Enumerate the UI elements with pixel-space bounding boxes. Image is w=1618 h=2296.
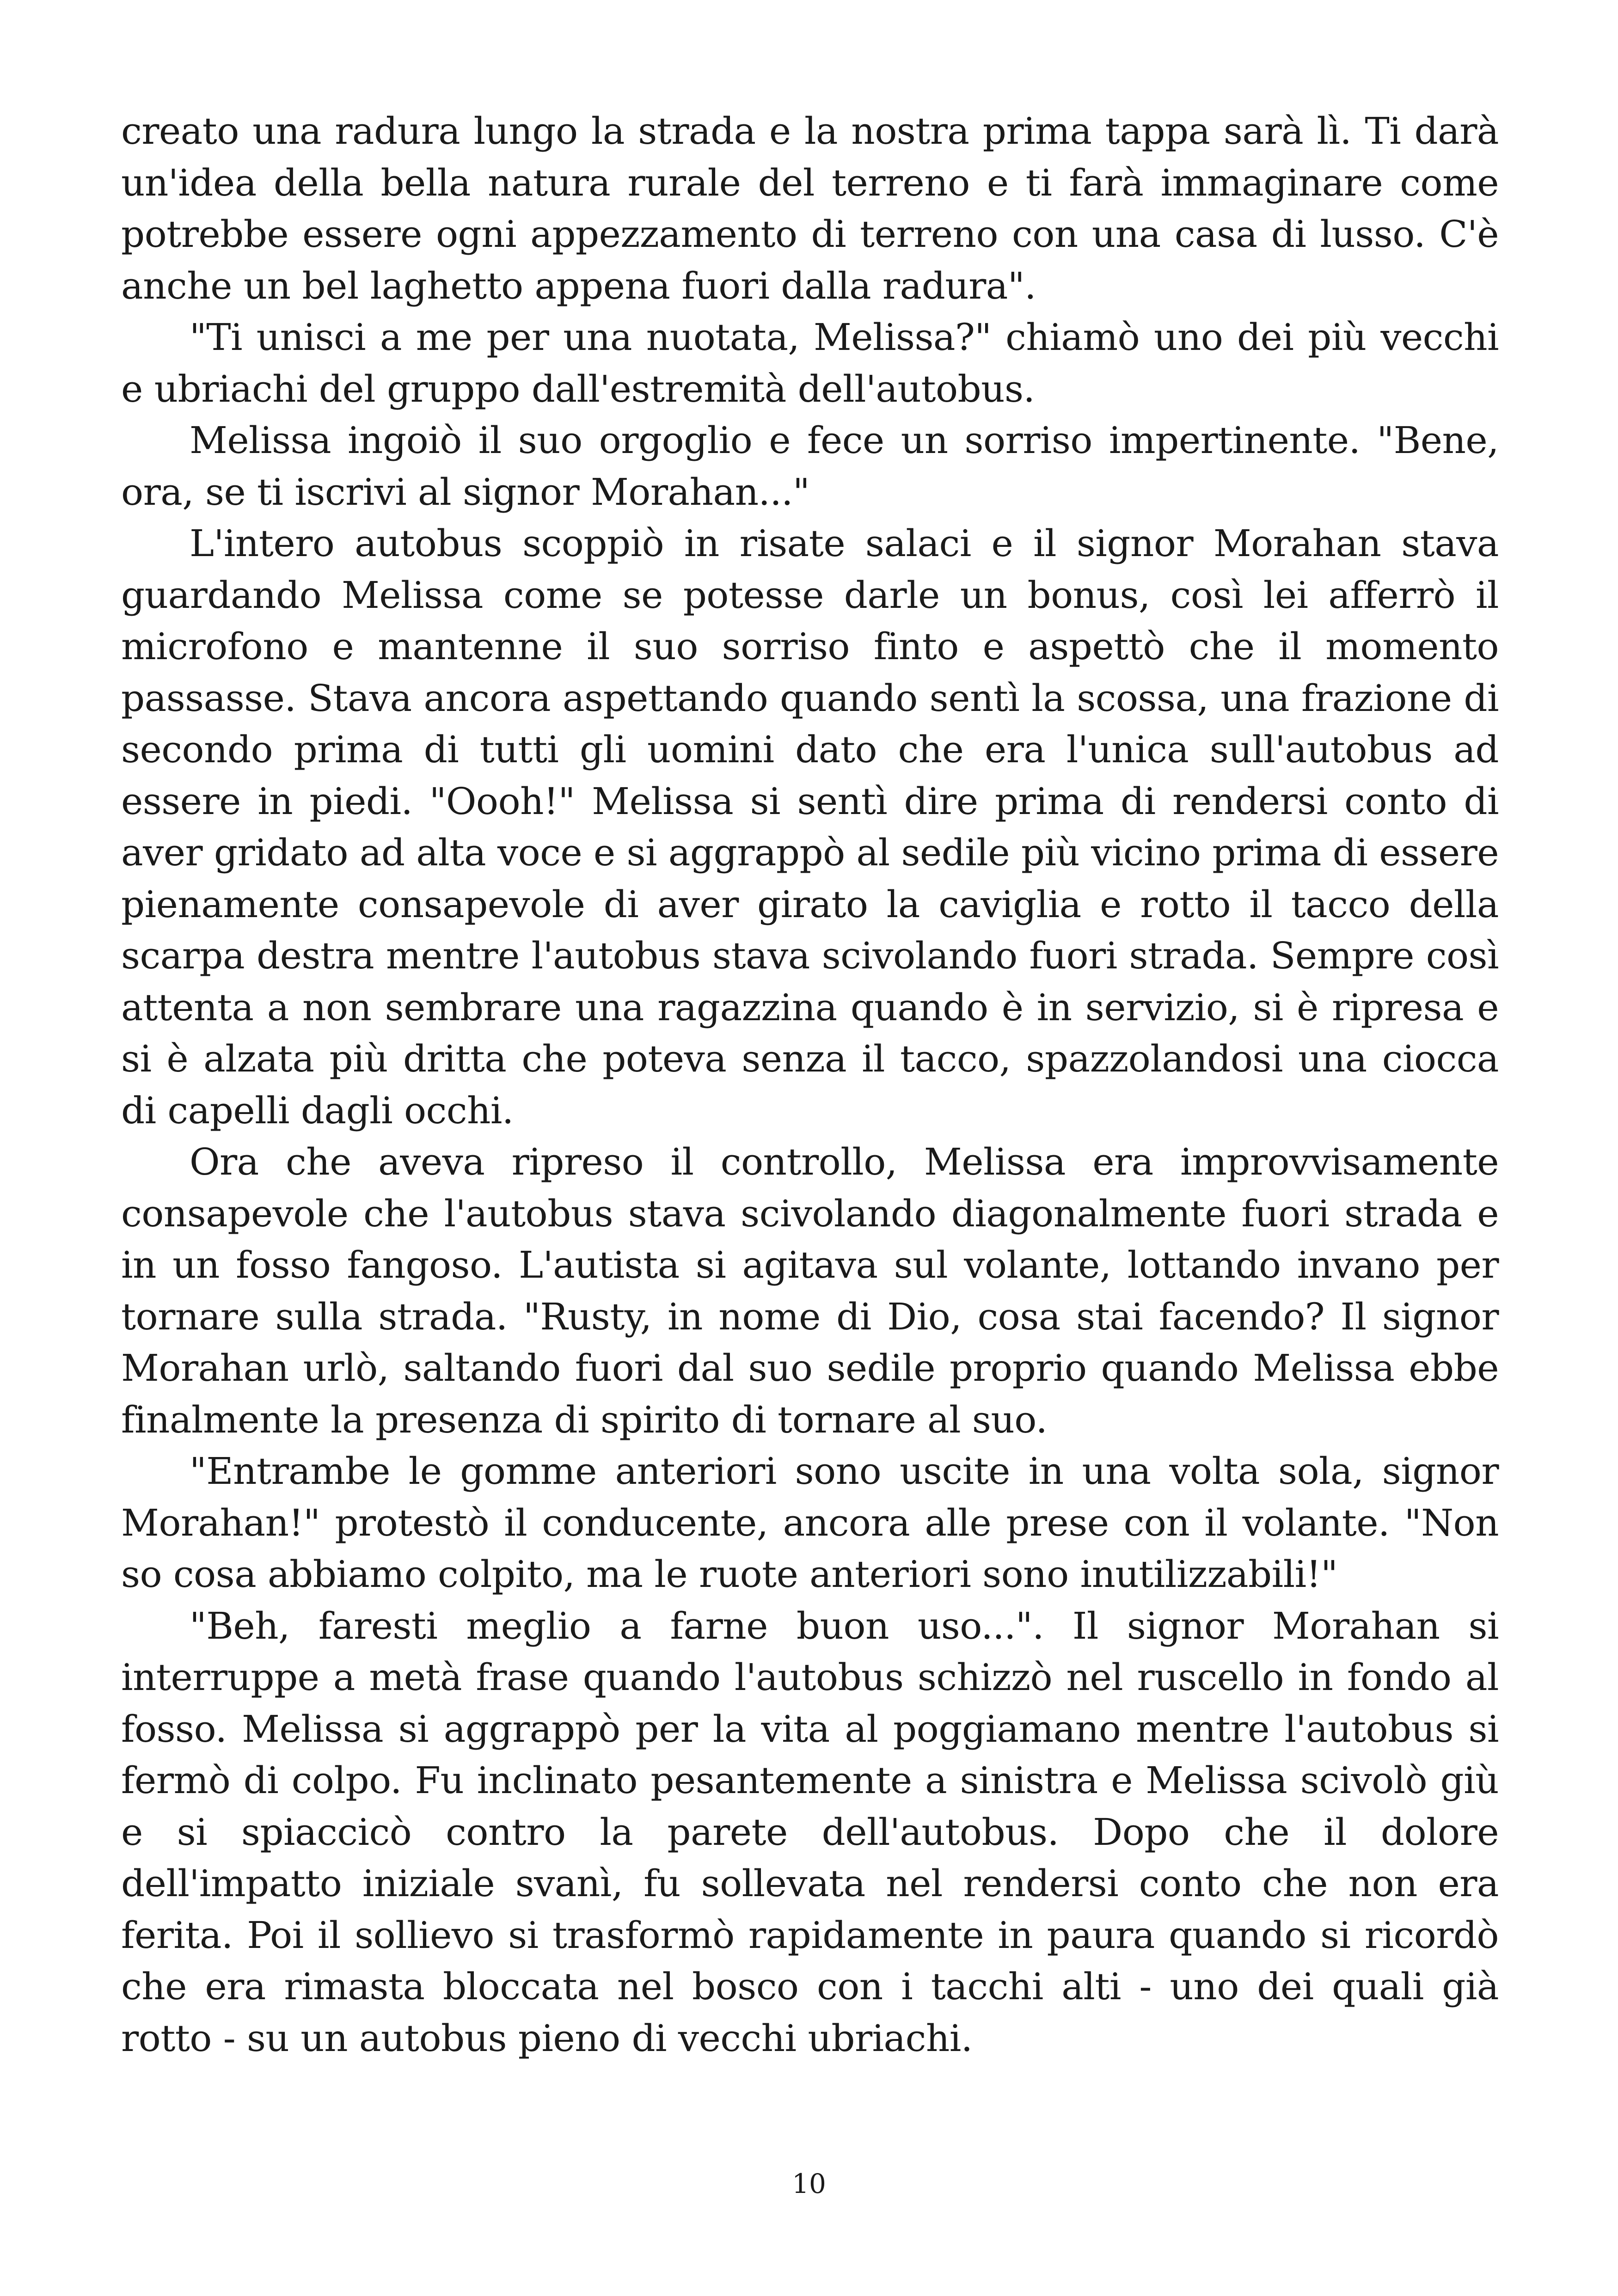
paragraph-7: "Beh, faresti meglio a farne buon uso...". Il signor Morahan si interruppe a metà frase quando l'autobus schizzò nel ruscello in fondo al fosso. Melissa si aggrappò per la vita al poggiamano mentre l'autobus si fermò di colpo. Fu inclinato pesantemente a sinistra e Melissa scivolò giù e si spiaccicò contro la parete dell'autobus. Dopo che il dolore dell'impatto iniziale svanì, fu sollevata nel rendersi conto che non era ferita. Poi il sollievo si trasformò rapidamente in paura quando si ricordò che era rimasta bloccata nel bosco con i tacchi alti - uno dei quali già rotto - su un autobus pieno di vecchi ubriachi. [121, 1604, 1499, 2060]
paragraph-5: Ora che aveva ripreso il controllo, Melissa era improvvisamente consapevole che l'autobus stava scivolando diagonalmente fuori strada e in un fosso fangoso. L'autista si agitava sul volante, lottando invano per tornare sulla strada. "Rusty, in nome di Dio, cosa stai facendo? Il signor Morahan urlò, saltando fuori dal suo sedile proprio quando Melissa ebbe finalmente la presenza di spirito di tornare al suo. [121, 1140, 1499, 1441]
body-text [121, 105, 1499, 2064]
paragraph-4: L'intero autobus scoppiò in risate salaci e il signor Morahan stava guardando Melissa come se potesse darle un bonus, così lei afferrò il microfono e mantenne il suo sorriso finto e aspettò che il momento passasse. Stava ancora aspettando quando sentì la scossa, una frazione di secondo prima di tutti gli uomini dato che era l'unica sull'autobus ad essere in piedi. "Oooh!" Melissa si sentì dire prima di rendersi conto di aver gridato ad alta voce e si aggrappò al sedile più vicino prima di essere pienamente consapevole di aver girato la caviglia e rotto il tacco della scarpa destra mentre l'autobus stava scivolando fuori strada. Sempre così attenta a non sembrare una ragazzina quando è in servizio, si è ripresa e si è alzata più dritta che poteva senza il tacco, spazzolandosi una ciocca di capelli dagli occhi. [121, 522, 1499, 1132]
paragraph-1: creato una radura lungo la strada e la nostra prima tappa sarà lì. Ti darà un'idea della bella natura rurale del terreno e ti farà immaginare come potrebbe essere ogni appezzamento di terreno con una casa di lusso. C'è anche un bel laghetto appena fuori dalla radura". [121, 110, 1499, 307]
paragraph-2: "Ti unisci a me per una nuotata, Melissa?" chiamò uno dei più vecchi e ubriachi del gruppo dall'estremità dell'autobus. [121, 316, 1499, 410]
paragraph-6: "Entrambe le gomme anteriori sono uscite in una volta sola, signor Morahan!" protestò il conducente, ancora alle prese con il volante. "Non so cosa abbiamo colpito, ma le ruote anteriori sono inutilizzabili!" [121, 1450, 1499, 1596]
page-number: 10 [792, 2168, 826, 2199]
paragraph-3: Melissa ingoiò il suo orgoglio e fece un sorriso impertinente. "Bene, ora, se ti iscrivi al signor Morahan..." [121, 419, 1499, 514]
